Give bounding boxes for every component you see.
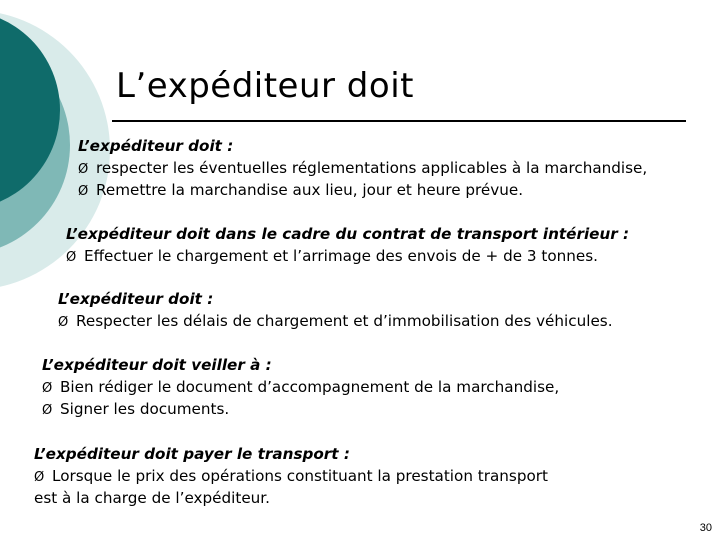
section-heading: L’expéditeur doit : xyxy=(78,137,234,155)
list-item xyxy=(78,158,647,181)
section-4 xyxy=(42,355,559,422)
item-text: Effectuer le chargement et l’arrimage des envois de + de 3 tonnes. xyxy=(84,246,598,265)
item-text: Respecter les délais de chargement et d’immobilisation des véhicules. xyxy=(76,311,613,330)
item-text: Remettre la marchandise aux lieu, jour et heure prévue. xyxy=(96,181,524,199)
list-item xyxy=(42,377,559,400)
section-2 xyxy=(66,224,629,268)
section-3 xyxy=(58,289,613,333)
list-item xyxy=(58,311,613,334)
item-text: Signer les documents. xyxy=(60,400,230,418)
section-1 xyxy=(78,136,647,203)
list-item xyxy=(42,399,559,422)
section-heading: L’expéditeur doit veiller à : xyxy=(42,356,272,374)
arrow-bullet-icon: Ø xyxy=(78,184,89,199)
section-heading: L’expéditeur doit dans le cadre du contrat de transport intérieur : xyxy=(66,225,630,243)
item-text: Bien rédiger le document d’accompagnement de la marchandise, xyxy=(60,377,560,396)
arrow-bullet-icon: Ø xyxy=(58,314,69,330)
section-heading: L’expéditeur doit : xyxy=(58,290,214,308)
list-item xyxy=(66,246,629,269)
arrow-bullet-icon: Ø xyxy=(34,469,45,485)
arrow-bullet-icon: Ø xyxy=(42,380,53,396)
list-item xyxy=(34,466,548,489)
section-heading: L’expéditeur doit payer le transport : xyxy=(34,445,350,463)
item-text: respecter les éventuelles réglementations applicables à la marchandise, xyxy=(96,158,648,177)
arrow-bullet-icon: Ø xyxy=(42,403,53,418)
list-item xyxy=(78,180,647,203)
item-continuation: est à la charge de l’expéditeur. xyxy=(34,489,270,507)
slide-title: L’expéditeur doit xyxy=(116,66,414,106)
arrow-bullet-icon: Ø xyxy=(78,161,89,177)
title-underline xyxy=(112,120,686,122)
page-number: 30 xyxy=(699,522,712,534)
arrow-bullet-icon: Ø xyxy=(66,249,77,265)
section-5 xyxy=(34,444,548,510)
item-text: Lorsque le prix des opérations constituant la prestation transport xyxy=(52,466,548,485)
